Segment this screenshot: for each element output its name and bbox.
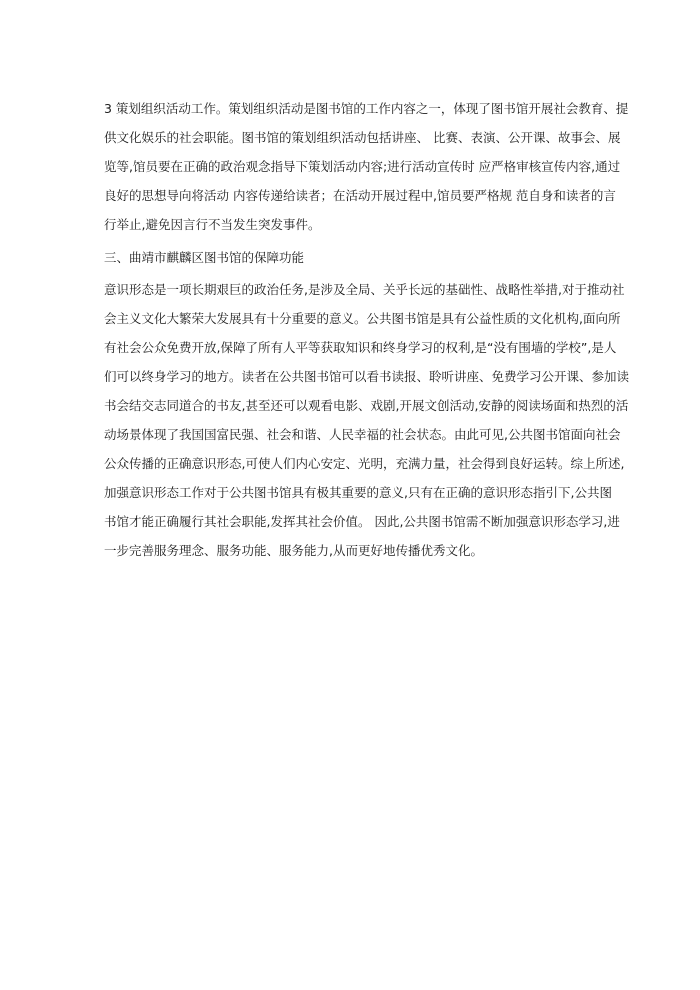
paragraph-line: 动场景体现了我国国富民强、社会和谐、人民幸福的社会状态。由此可见,公共图书馆面向社会 [104, 427, 621, 442]
paragraph-ideology [104, 275, 630, 565]
paragraph-line: 书会结交志同道合的书友,甚至还可以观看电影、戏剧,开展文创活动,安静的阅读场面和热烈的活 [104, 398, 629, 413]
section-heading: 三、曲靖市麒麟区图书馆的保障功能 [104, 250, 305, 265]
paragraph-line: 们可以终身学习的地方。读者在公共图书馆可以看书读报、聆听讲座、免费学习公开课、参加读 [104, 369, 630, 384]
document-body [104, 94, 630, 565]
paragraph-line: 有社会公众免费开放,保障了所有人平等获取知识和终身学习的权利,是“没有围墙的学校”,是人 [104, 340, 617, 355]
paragraph-line: 意识形态是一项长期艰巨的政治任务,是涉及全局、关乎长远的基础性、战略性举措,对于推动社 [104, 282, 625, 297]
paragraph-line: 书馆才能正确履行其社会职能,发挥其社会价值。 因此,公共图书馆需不断加强意识形态学习,进 [104, 514, 620, 529]
paragraph-line: 良好的思想导向将活动 内容传递给读者；在活动开展过程中,馆员要严格规 范自身和读者的言 [104, 188, 616, 203]
paragraph-line: 公众传播的正确意识形态,可使人们内心安定、光明，充满力量，社会得到良好运转。综上所述, [104, 456, 625, 471]
paragraph-line: 览等,馆员要在正确的政治观念指导下策划活动内容;进行活动宣传时 应严格审核宣传内容,通过 [104, 159, 621, 174]
paragraph-line: 会主义文化大繁荣大发展具有十分重要的意义。公共图书馆是具有公益性质的文化机构,面向所 [104, 311, 621, 326]
paragraph-activity-planning [104, 94, 629, 239]
paragraph-line: 供文化娱乐的社会职能。图书馆的策划组织活动包括讲座、 比赛、表演、公开课、故事会、展 [104, 130, 621, 145]
paragraph-line: 一步完善服务理念、服务功能、服务能力,从而更好地传播优秀文化。 [104, 543, 483, 558]
paragraph-line: 行举止,避免因言行不当发生突发事件。 [104, 217, 321, 232]
paragraph-line: 3 策划组织活动工作。策划组织活动是图书馆的工作内容之一，体现了图书馆开展社会教育、提 [104, 101, 629, 116]
paragraph-line: 加强意识形态工作对于公共图书馆具有极其重要的意义,只有在正确的意识形态指引下,公共图 [104, 485, 612, 500]
